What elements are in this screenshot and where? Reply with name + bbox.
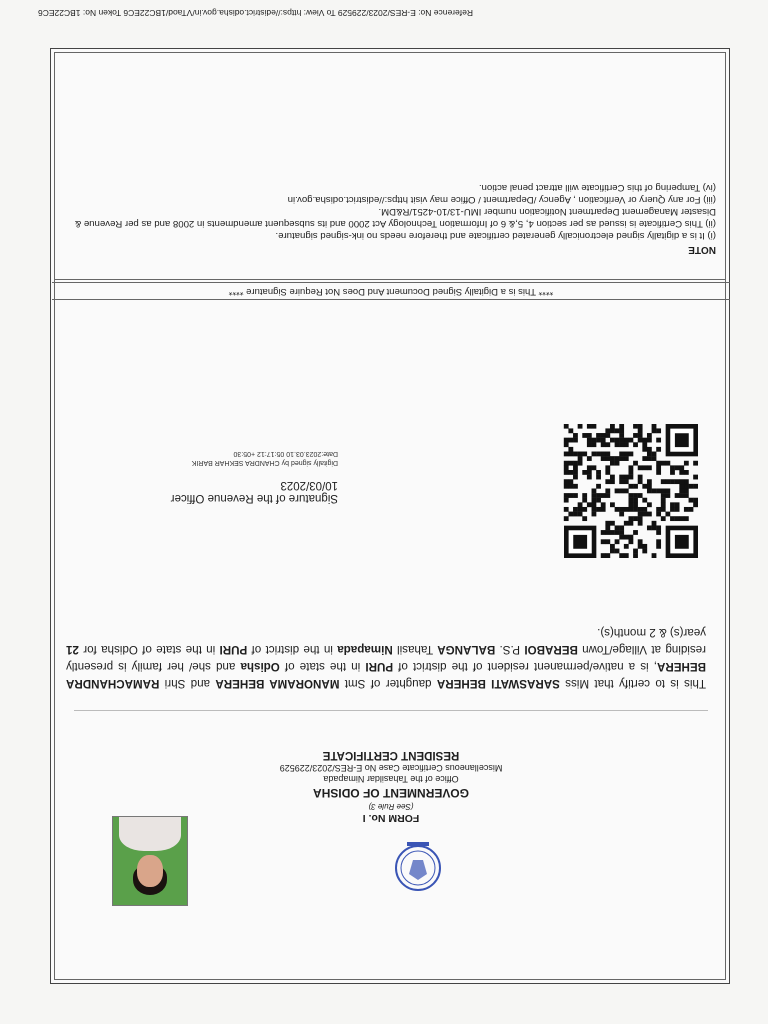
government-name: GOVERNMENT OF ODISHA [313, 786, 470, 800]
reference-line: Reference No: E-RES/2023/229529 To View: https://edistrict.odisha.gov.in/VTaod/1BC22EC6 Token No: 1BC22EC6 [38, 8, 474, 18]
note-item: (ii) This Certificate is issued as per section 4, 5,& 6 of Information Technology Act 2000 and its subsequent amendments in 2008 and as per Revenue & Disaster Management Department Notification number IMU-13/10-4251/R&DM. [74, 206, 716, 229]
tahasil: Nimapada [337, 643, 393, 656]
qr-code [560, 424, 702, 558]
signature-date: 10/03/2023 [280, 479, 338, 491]
mother-name: MANORAMA BEHERA [215, 677, 340, 690]
note-item: (iv) Tampering of this Certificate will attract penal action. [478, 182, 716, 193]
applicant-name: SARASWATI BEHERA [436, 677, 560, 690]
applicant-photo [112, 816, 188, 906]
office-name: Office of the Tahasildar Nimapada [323, 774, 459, 784]
note-title: NOTE [688, 244, 716, 255]
signature-block [88, 449, 338, 504]
father-name: RAMACHANDRA BEHERA [65, 660, 706, 690]
form-rule: (See Rule 3) [368, 802, 414, 811]
government-emblem-icon [393, 838, 443, 894]
case-number: Miscellaneous Certificate Case No E-RES/2023/229529 [279, 763, 503, 773]
certificate-title: RESIDENT CERTIFICATE [322, 749, 460, 761]
village: BERABOI [524, 643, 578, 656]
certificate-header [52, 749, 730, 824]
signature-title: Signature of the Revenue Officer [170, 492, 338, 504]
note-section [54, 47, 726, 280]
divider [74, 710, 708, 711]
digital-signature: Digitally signed by CHANDRA SEKHAR BARIK Date:2023.03.10 05:17:12 +05:30 [191, 450, 338, 466]
years: 21 [66, 643, 79, 656]
note-item: (iii) For any Query or Verification , Agency /Department / Office may visit https://edistrict.odisha.gov.in [287, 194, 716, 205]
digital-signature-notice: **** This is a Digitally Signed Document And Does Not Require Signature **** [52, 282, 730, 300]
note-item: (i) It is a digitally signed electronically generated certificate and therefore needs no ink-signed signature. [275, 230, 716, 241]
form-number: FORM No. I [362, 812, 420, 824]
certificate-body: This is to certify that Miss SARASWATI BEHERA daughter of Smt MANORAMA BEHERA and Shri RAMACHANDRA BEHERA, is a native/permanent resident of the district of PURI in the state of Odisha and she/ her family is presently residing at Village/Town BERABOI P.S. BALANGA Tahasil Nimapada in the district of PURI in the state of Odisha for 21 year(s) & 2 month(s). [65, 626, 706, 690]
police-station: BALANGA [437, 643, 496, 656]
